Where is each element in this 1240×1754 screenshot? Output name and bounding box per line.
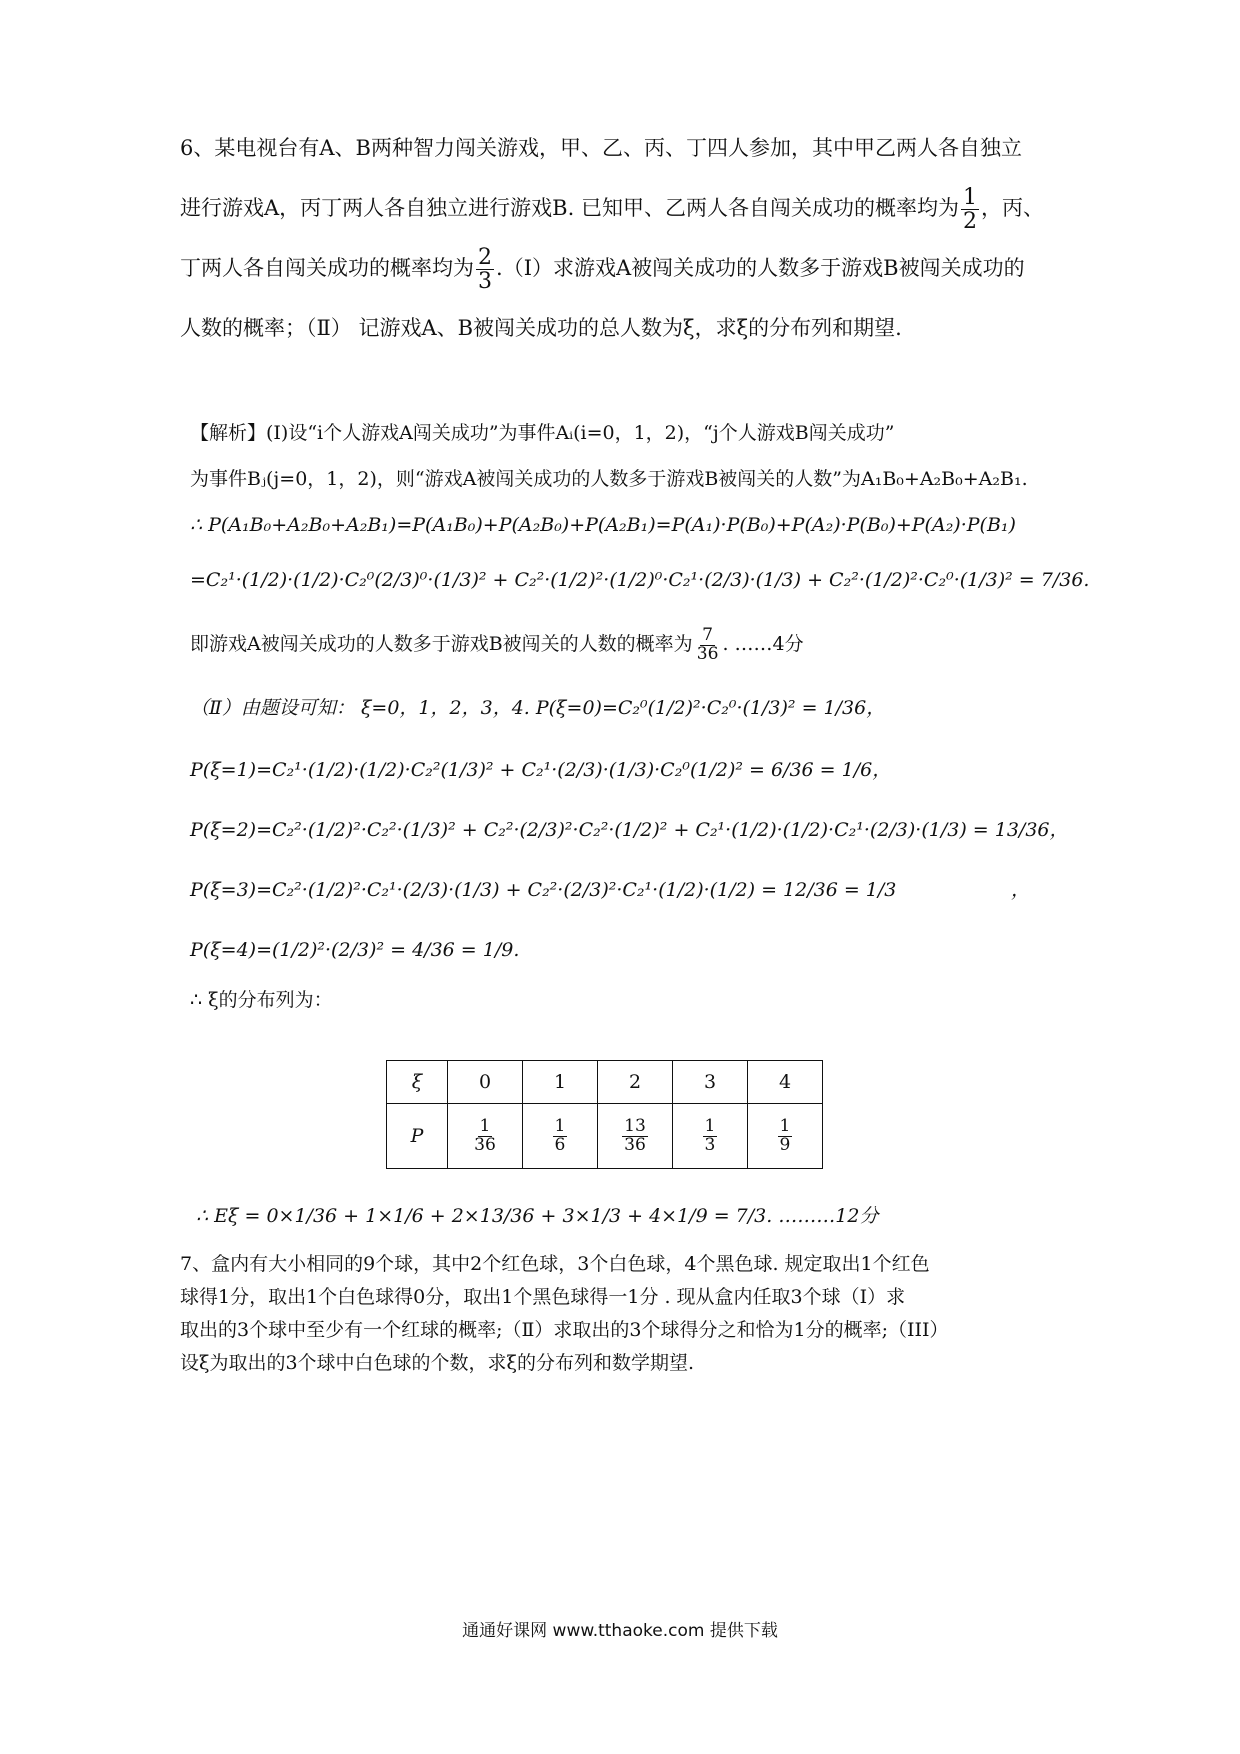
fraction-numerator: 1	[962, 184, 977, 210]
solution-block	[190, 410, 1090, 1020]
problem-7-line-4: 设ξ为取出的3个球中白色球的个数，求ξ的分布列和数学期望.	[180, 1352, 695, 1374]
table-cell-value: 2	[598, 1061, 673, 1104]
problem-6-line-2-text-b: ，丙、	[980, 196, 1044, 220]
problem-7	[180, 1248, 1080, 1380]
table-header-xi: ξ	[387, 1061, 448, 1104]
fraction-denominator: 2	[962, 209, 977, 234]
solution-line-5	[190, 612, 1070, 676]
solution-line-6: （Ⅱ）由题设可知： ξ=0，1，2，3，4. P(ξ=0)=C₂⁰(1/2)²·C₂⁰·(1/3)² = 1/36，	[190, 697, 886, 719]
probability-fraction	[472, 1115, 498, 1155]
table-cell-value: 3	[673, 1061, 748, 1104]
fraction-numerator: 7	[702, 624, 714, 645]
solution-line-8: P(ξ=2)=C₂²·(1/2)²·C₂²·(1/3)² + C₂²·(2/3)²·C₂²·(1/2)² + C₂¹·(1/2)·(1/2)·C₂¹·(2/3)·(1/3) = 13/36，	[190, 819, 1069, 841]
solution-line-5-text-b: . ……4分	[722, 633, 804, 655]
fraction-denominator: 6	[554, 1134, 566, 1155]
fraction-denominator: 9	[779, 1134, 791, 1155]
fraction-denominator: 36	[624, 1134, 646, 1155]
probability-fraction	[703, 1115, 718, 1155]
solution-line-10: P(ξ=4)=(1/2)²·(2/3)² = 4/36 = 1/9.	[190, 939, 520, 961]
table-cell-probability	[598, 1104, 673, 1169]
problem-6	[180, 118, 1080, 358]
solution-line-9	[190, 860, 1070, 920]
solution-line-4: =C₂¹·(1/2)·(1/2)·C₂⁰(2/3)⁰·(1/3)² + C₂²·(1/2)²·(1/2)⁰·C₂¹·(2/3)·(1/3) + C₂²·(1/2)²·C₂⁰·(1/3)² = 7/36.	[190, 569, 1090, 591]
fraction-numerator: 13	[624, 1115, 646, 1136]
fraction-numerator: 2	[478, 244, 493, 270]
problem-7-line-3: 取出的3个球中至少有一个红球的概率;（Ⅱ）求取出的3个球得分之和恰为1分的概率;（III）	[180, 1319, 949, 1341]
fraction-numerator: 1	[779, 1115, 791, 1136]
problem-6-line-3-text-b: .（Ⅰ）求游戏A被闯关成功的人数多于游戏B被闯关成功的	[496, 256, 1025, 280]
problem-6-line-3-text-a: 丁两人各自闯关成功的概率均为	[180, 256, 474, 280]
table-cell-value: 0	[448, 1061, 523, 1104]
solution-line-1: 【解析】(Ⅰ)设“i个人游戏A闯关成功”为事件Aᵢ(i=0，1，2)，“j个人游戏B闯关成功”	[190, 422, 895, 444]
fraction-numerator: 1	[704, 1115, 716, 1136]
problem-7-line-2: 球得1分，取出1个白色球得0分，取出1个黑色球得一1分 . 现从盒内任取3个球（Ⅰ）求	[180, 1286, 906, 1308]
problem-6-line-4: 人数的概率；（Ⅱ） 记游戏A、B被闯关成功的总人数为ξ，求ξ的分布列和期望.	[180, 316, 902, 340]
fraction-seven-thirtysixths	[695, 624, 721, 664]
solution-line-9-text: P(ξ=3)=C₂²·(1/2)²·C₂¹·(2/3)·(1/3) + C₂²·(2/3)²·C₂¹·(1/2)·(1/2) = 12/36 = 1/3	[190, 879, 897, 901]
solution-line-2: 为事件Bⱼ(j=0，1，2)，则“游戏A被闯关成功的人数多于游戏B被闯关的人数”为A₁B₀+A₂B₀+A₂B₁.	[190, 468, 1028, 490]
solution-line-11: ∴ ξ的分布列为：	[190, 989, 333, 1011]
table-header-p: P	[387, 1104, 448, 1169]
table-cell-probability	[523, 1104, 598, 1169]
fraction-numerator: 1	[554, 1115, 566, 1136]
table-row-values	[387, 1061, 823, 1104]
table-cell-value: 1	[523, 1061, 598, 1104]
fraction-denominator: 3	[478, 269, 493, 294]
solution-line-5-text-a: 即游戏A被闯关成功的人数多于游戏B被闯关的人数的概率为	[190, 633, 693, 655]
problem-6-line-1: 6、某电视台有A、B两种智力闯关游戏，甲、乙、丙、丁四人参加，其中甲乙两人各自独立	[180, 136, 1022, 160]
table-cell-probability	[673, 1104, 748, 1169]
table-cell-value: 4	[748, 1061, 823, 1104]
problem-7-line-1: 7、盒内有大小相同的9个球，其中2个红色球，3个白色球，4个黑色球. 规定取出1个红色	[180, 1253, 930, 1275]
probability-fraction	[622, 1115, 648, 1155]
expectation-line	[196, 1196, 1076, 1236]
probability-fraction	[553, 1115, 568, 1155]
fraction-one-half	[961, 186, 979, 233]
problem-6-line-2	[180, 178, 1080, 238]
solution-line-9-tail: ，	[1010, 879, 1030, 901]
fraction-two-thirds	[476, 246, 494, 293]
distribution-table	[386, 1060, 823, 1169]
table-cell-probability	[448, 1104, 523, 1169]
probability-fraction	[778, 1115, 793, 1155]
problem-6-line-3	[180, 238, 1080, 298]
problem-6-line-2-text-a: 进行游戏A，丙丁两人各自独立进行游戏B. 已知甲、乙两人各自闯关成功的概率均为	[180, 196, 959, 220]
fraction-denominator: 36	[696, 643, 719, 664]
fraction-denominator: 3	[704, 1134, 716, 1155]
table-cell-probability	[748, 1104, 823, 1169]
solution-line-7: P(ξ=1)=C₂¹·(1/2)·(1/2)·C₂²(1/3)² + C₂¹·(2/3)·(1/3)·C₂⁰(1/2)² = 6/36 = 1/6，	[190, 759, 892, 781]
table-row-probabilities	[387, 1104, 823, 1169]
solution-line-3: ∴ P(A₁B₀+A₂B₀+A₂B₁)=P(A₁B₀)+P(A₂B₀)+P(A₂B₁)=P(A₁)·P(B₀)+P(A₂)·P(B₀)+P(A₂)·P(B₁)	[190, 514, 1016, 536]
fraction-denominator: 36	[474, 1134, 496, 1155]
page-footer: 通通好课网 www.tthaoke.com 提供下载	[462, 1621, 778, 1641]
expectation-text: ∴ Eξ = 0×1/36 + 1×1/6 + 2×13/36 + 3×1/3 + 4×1/9 = 7/3. ………12分	[196, 1205, 879, 1227]
fraction-numerator: 1	[479, 1115, 491, 1136]
